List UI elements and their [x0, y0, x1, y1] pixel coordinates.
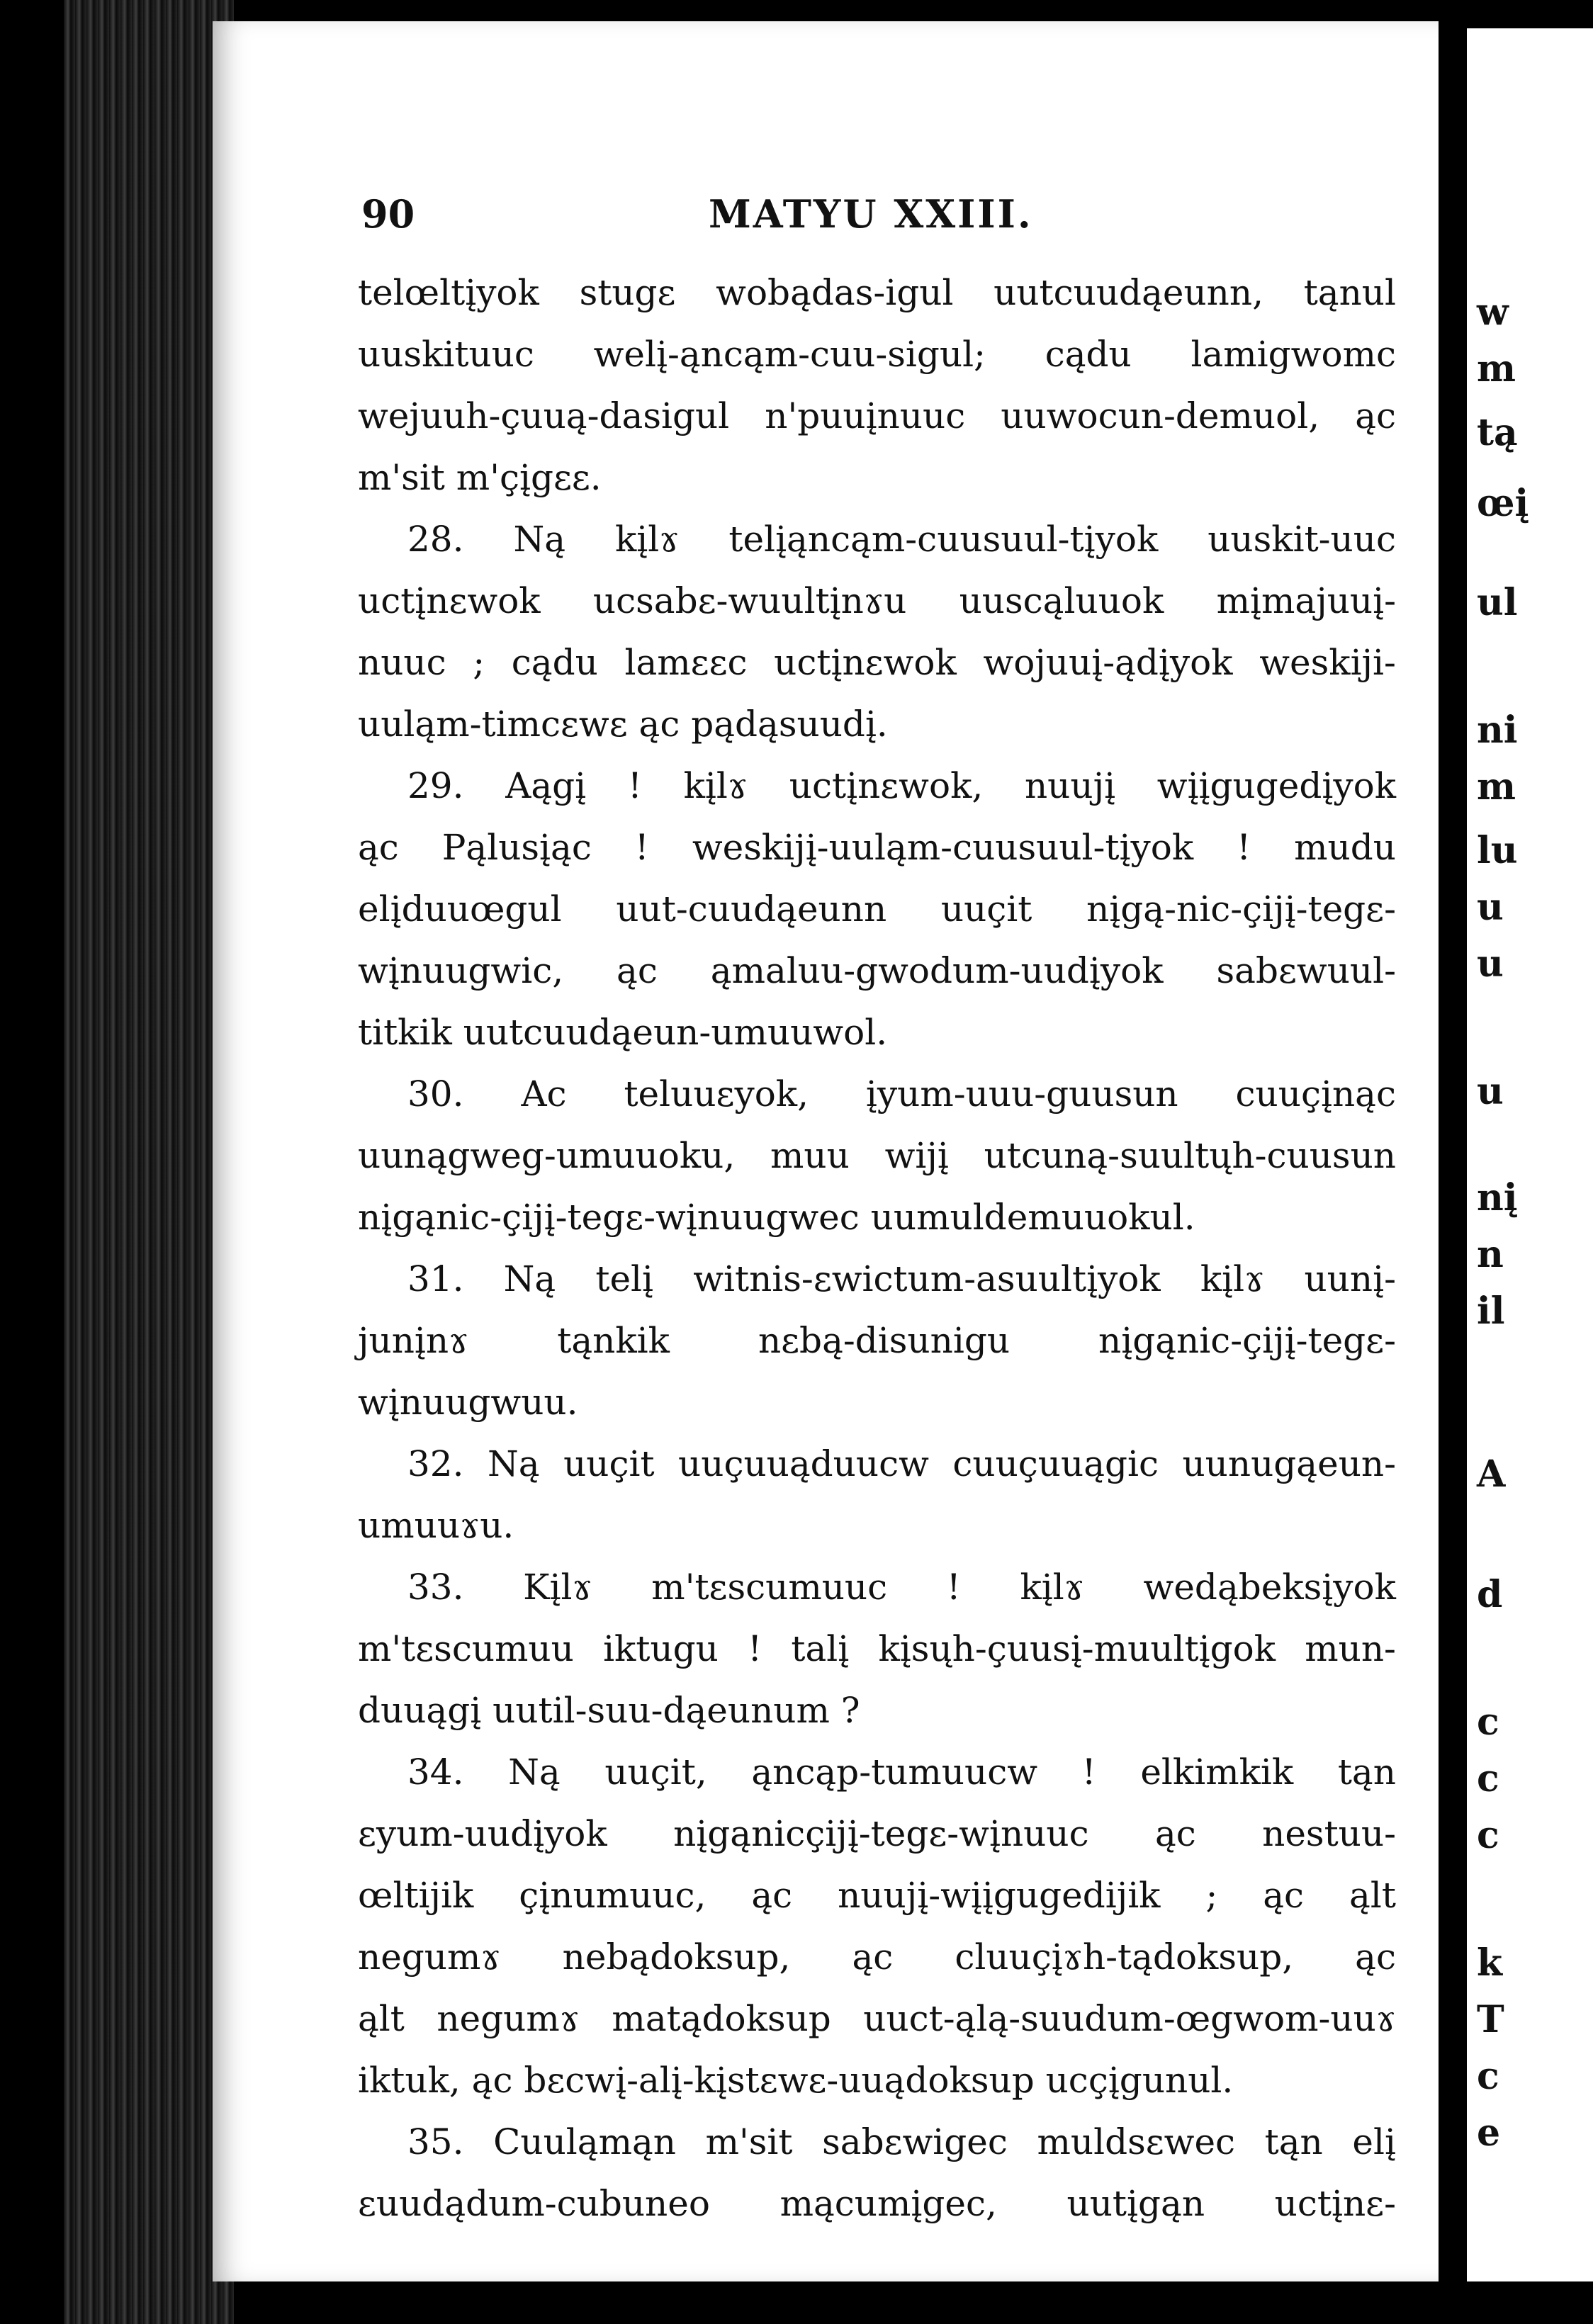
text-line	[358, 1865, 1396, 1927]
word: Ac	[521, 1073, 567, 1115]
facing-page-fragment: d	[1477, 1573, 1503, 1616]
word: nuuc	[358, 642, 446, 683]
word: tąn	[1337, 1752, 1396, 1793]
word: wįnuugwuu.	[358, 1382, 578, 1423]
word: !	[1081, 1752, 1096, 1793]
facing-page-fragment: w	[1477, 290, 1509, 334]
text-line	[358, 1803, 1396, 1865]
word: m'tεscumuuc	[651, 1567, 888, 1608]
word: įyum-uuu-guusun	[865, 1073, 1178, 1115]
word: nįgąnic-çijį-tegε-	[1098, 1320, 1396, 1361]
word: cuuçuuągic	[952, 1443, 1159, 1484]
facing-page-fragment: n	[1477, 1233, 1504, 1276]
word: Kįlɤ	[523, 1567, 592, 1608]
text-line	[358, 1927, 1396, 1988]
word: uctįnεwok	[358, 580, 541, 621]
facing-page-fragment: c	[1477, 1700, 1499, 1744]
word: duuągį	[358, 1690, 493, 1731]
word: nebądoksup,	[562, 1936, 791, 1978]
word: ;	[1205, 1875, 1218, 1916]
facing-page-fragment: nį	[1477, 1176, 1518, 1219]
facing-page-fragment: e	[1477, 2111, 1501, 2155]
word: !	[1237, 827, 1251, 868]
word: ąc	[751, 1875, 793, 1916]
text-line	[358, 385, 1396, 447]
word: wijį	[884, 1135, 949, 1176]
word: elkimkik	[1140, 1752, 1294, 1793]
word: muu	[770, 1135, 850, 1176]
word: uuskit-uuc	[1208, 519, 1396, 560]
facing-page-fragment: lu	[1477, 829, 1518, 872]
book-gutter	[64, 0, 234, 2324]
word: Pąlusįąc	[441, 827, 592, 868]
word: !	[748, 1628, 762, 1669]
word: kįlɤ	[1020, 1567, 1084, 1608]
text-line	[358, 940, 1396, 1002]
text-line	[358, 1125, 1396, 1187]
facing-page-fragment: k	[1477, 1941, 1503, 1985]
word: ąc	[1355, 395, 1396, 436]
word: cluuçįɤh-tądoksup,	[955, 1936, 1294, 1978]
word: εyum-uudįyok	[358, 1813, 607, 1854]
page-number: 90	[361, 191, 415, 237]
word: !	[634, 827, 649, 868]
word: sabεwigec	[822, 2121, 1008, 2162]
word: m'sit	[705, 2121, 793, 2162]
word: nįgąnicçijį-tegε-wįnuuc	[673, 1813, 1089, 1854]
text-line	[358, 632, 1396, 694]
facing-page-fragment: œį	[1477, 482, 1529, 525]
word: uuçit	[940, 889, 1032, 930]
word: uut-cuudąeunn	[616, 889, 887, 930]
word: ąlt	[358, 1998, 405, 2039]
word: !	[627, 765, 642, 806]
facing-page-edge	[1467, 28, 1593, 2281]
word: nįgąnic-çijį-tegε-wįnuugwec	[358, 1197, 871, 1238]
word: talį	[791, 1628, 850, 1669]
text-line	[358, 1557, 1396, 1618]
word: iktugu	[603, 1628, 719, 1669]
text-line	[358, 447, 1396, 509]
word: uutįgąn	[1066, 2183, 1205, 2224]
word: 35.	[407, 2121, 464, 2162]
text-line	[358, 570, 1396, 632]
word: uuct-ąlą-suudum-œgwom-uuɤ	[863, 1998, 1396, 2039]
word: 29.	[407, 765, 464, 806]
word: negumɤ	[437, 1998, 580, 2039]
word: utcuną-suultųh-cuusun	[984, 1135, 1396, 1176]
word: lamigwomc	[1190, 334, 1396, 375]
text-line	[358, 2111, 1396, 2173]
word: mįmajuuį-	[1216, 580, 1396, 621]
word: ąc	[638, 704, 692, 745]
word: Ną	[513, 519, 566, 560]
word: elį	[1352, 2121, 1396, 2162]
word: ąc	[1355, 1936, 1396, 1978]
word: n'puuįnuuc	[765, 395, 966, 436]
text-line	[358, 1310, 1396, 1372]
word: weskiji-	[1259, 642, 1396, 683]
word: pądąsuudį.	[691, 704, 888, 745]
word: ąc	[1154, 1813, 1196, 1854]
word: telœltįyok	[358, 272, 539, 313]
facing-page-fragment: tą	[1477, 411, 1518, 454]
word: nεbą-disunigu	[758, 1320, 1011, 1361]
text-line	[358, 1064, 1396, 1125]
word: wįįgugedįyok	[1156, 765, 1396, 806]
word: wobądas-igul	[716, 272, 954, 313]
text-line	[358, 1372, 1396, 1433]
word: sabεwuul-	[1216, 950, 1396, 991]
word: elįduuœgul	[358, 889, 562, 930]
facing-page-fragment: c	[1477, 1757, 1499, 1800]
word: uctįnε-	[1274, 2183, 1396, 2224]
word: ąc	[852, 1936, 894, 1978]
facing-page-fragment: ul	[1477, 581, 1518, 624]
word: tąnul	[1303, 272, 1396, 313]
word: 34.	[407, 1752, 464, 1793]
word: junįnɤ	[358, 1320, 469, 1361]
word: mudu	[1294, 827, 1396, 868]
text-line	[358, 1248, 1396, 1310]
word: uutcuudąeunn,	[993, 272, 1263, 313]
word: m'tεscumuu	[358, 1628, 574, 1669]
facing-page-fragment: m	[1477, 347, 1516, 390]
word: ąc	[1263, 1875, 1305, 1916]
word: kįlɤ	[1200, 1258, 1265, 1299]
word: ąc	[617, 950, 658, 991]
word: muldsεwec	[1037, 2121, 1236, 2162]
facing-page-fragment: m	[1477, 765, 1516, 808]
word: ąlt	[1349, 1875, 1396, 1916]
word: Ną	[508, 1752, 561, 1793]
text-line	[358, 1433, 1396, 1495]
word: ąc	[471, 2060, 524, 2101]
word: 30.	[407, 1073, 464, 1115]
word: negumɤ	[358, 1936, 501, 1978]
word: uutcuudąeun-umuuwol.	[463, 1012, 888, 1053]
word: œltijik	[358, 1875, 474, 1916]
text-line	[358, 1618, 1396, 1680]
word: Ną	[503, 1258, 556, 1299]
text-line	[358, 324, 1396, 385]
word: tąnkik	[557, 1320, 670, 1361]
word: uumuldemuuokul.	[870, 1197, 1195, 1238]
word: Cuuląmąn	[493, 2121, 677, 2162]
body-text	[358, 262, 1396, 2235]
word: !	[946, 1567, 961, 1608]
facing-page-fragment: u	[1477, 1070, 1504, 1113]
word: uutil-suu-dąeunum	[492, 1690, 841, 1731]
word: çįnumuuc,	[519, 1875, 707, 1916]
word: εuudądum-cubuneo	[358, 2183, 710, 2224]
facing-page-fragment: c	[1477, 1814, 1499, 1857]
word: 32.	[407, 1443, 464, 1484]
word: matądoksup	[612, 1998, 831, 2039]
word: uuląm-timcεwε	[358, 704, 639, 745]
text-line	[358, 1680, 1396, 1742]
word: stugε	[579, 272, 676, 313]
word: uuwocun-demuol,	[1001, 395, 1320, 436]
word: wįnuugwic,	[358, 950, 564, 991]
word: wojuuį-ądįyok	[983, 642, 1233, 683]
facing-page-fragment: u	[1477, 942, 1504, 986]
word: bεcwį-alį-kįstεwε-uuądoksup	[524, 2060, 1046, 2101]
word: uunį-	[1304, 1258, 1396, 1299]
text-line	[358, 1187, 1396, 1248]
facing-page-fragment: c	[1477, 2055, 1499, 2098]
word: witnis-εwictum-asuultįyok	[693, 1258, 1161, 1299]
word: uuskituuc	[358, 334, 534, 375]
text-line	[358, 2173, 1396, 2235]
chapter-heading: MATYU XXIII.	[709, 191, 1033, 237]
word: nuujį	[1024, 765, 1116, 806]
word: uuçit	[563, 1443, 655, 1484]
word: m'çįgεε.	[456, 457, 602, 498]
facing-page-fragment: ni	[1477, 709, 1518, 752]
word: mun-	[1305, 1628, 1396, 1669]
facing-page-fragment: il	[1477, 1290, 1505, 1333]
word: uunugąeun-	[1182, 1443, 1396, 1484]
word: nįgą-nic-çijį-tegε-	[1086, 889, 1396, 930]
word: kįlɤ	[614, 519, 680, 560]
word: ąncąp-tumuucw	[751, 1752, 1037, 1793]
text-line	[358, 1742, 1396, 1803]
word: ;	[473, 642, 485, 683]
facing-page-fragment: A	[1477, 1452, 1506, 1496]
text-line	[358, 1988, 1396, 2050]
word: ąc	[358, 827, 399, 868]
word: uctįnεwok	[774, 642, 957, 683]
word: titkik	[358, 1012, 463, 1053]
facing-page-fragment: T	[1477, 1998, 1504, 2041]
word: wedąbeksįyok	[1143, 1567, 1396, 1608]
word: kįlɤ	[683, 765, 748, 806]
text-line	[358, 879, 1396, 940]
word: ąmaluu-gwodum-uudįyok	[710, 950, 1164, 991]
word: uuscąluuok	[959, 580, 1164, 621]
word: uuçuuąduucw	[678, 1443, 929, 1484]
word: lamεεc	[624, 642, 748, 683]
word: welį-ąncąm-cuu-sigul;	[593, 334, 986, 375]
word: 31.	[407, 1258, 464, 1299]
word: uunągweg-umuuoku,	[358, 1135, 736, 1176]
text-line	[358, 1002, 1396, 1064]
text-line	[358, 817, 1396, 879]
word: wejuuh-çuuą-dasigul	[358, 395, 730, 436]
word: Ną	[488, 1443, 540, 1484]
running-head	[361, 191, 1424, 241]
word: kįsųh-çuusį-muultįgok	[878, 1628, 1276, 1669]
word: 33.	[407, 1567, 464, 1608]
word: cądu	[1045, 334, 1132, 375]
word: nestuu-	[1262, 1813, 1396, 1854]
text-line	[358, 694, 1396, 755]
word: cądu	[511, 642, 598, 683]
word: cuuçįnąc	[1235, 1073, 1396, 1115]
text-line	[358, 262, 1396, 324]
word: weskijį-uuląm-cuusuul-tįyok	[692, 827, 1194, 868]
word: uuçit,	[604, 1752, 707, 1793]
word: mącumįgec,	[779, 2183, 997, 2224]
word: uctįnεwok,	[789, 765, 984, 806]
word: 28.	[407, 519, 464, 560]
word: nuujį-wįįgugedijik	[838, 1875, 1161, 1916]
word: Aągį	[505, 765, 587, 806]
text-line	[358, 1495, 1396, 1557]
word: ucçįgunul.	[1045, 2060, 1234, 2101]
text-line	[358, 755, 1396, 817]
word: umuuɤu.	[358, 1505, 514, 1546]
word: tąn	[1264, 2121, 1323, 2162]
word: ?	[840, 1690, 860, 1731]
word: iktuk,	[358, 2060, 472, 2101]
text-line	[358, 509, 1396, 570]
word: teluuεyok,	[624, 1073, 809, 1115]
text-line	[358, 2050, 1396, 2111]
facing-page-fragment: u	[1477, 886, 1504, 929]
word: ucsabε-wuultįnɤu	[592, 580, 907, 621]
word: telį	[595, 1258, 654, 1299]
word: telįąncąm-cuusuul-tįyok	[728, 519, 1159, 560]
word: m'sit	[358, 457, 456, 498]
